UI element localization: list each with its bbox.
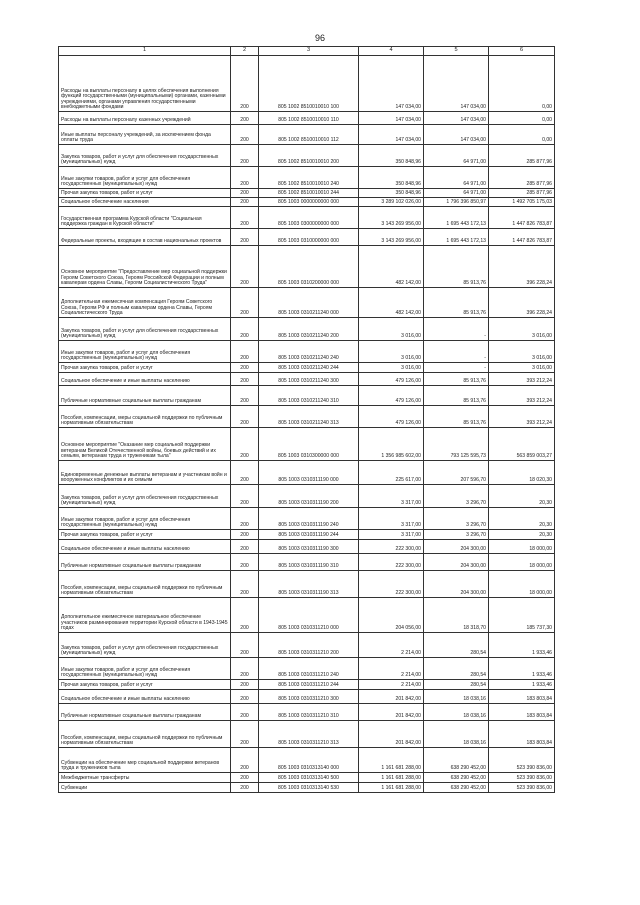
row-value-col6: 393 212,24 bbox=[489, 386, 555, 406]
table-row bbox=[59, 428, 555, 461]
row-classification-code: 805 1003 0310311210 000 bbox=[259, 598, 359, 633]
table-row bbox=[59, 363, 555, 373]
row-code: 200 bbox=[231, 783, 259, 793]
row-classification-code: 805 1002 8510010010 244 bbox=[259, 189, 359, 198]
row-value-col6: 1 492 705 175,03 bbox=[489, 198, 555, 207]
row-code: 200 bbox=[231, 748, 259, 773]
table-row bbox=[59, 167, 555, 189]
row-value-col4: 1 356 985 602,00 bbox=[359, 428, 424, 461]
row-name: Пособия, компенсации, меры социальной поддержки по публичным нормативным обязательствам bbox=[59, 721, 231, 748]
row-code: 200 bbox=[231, 658, 259, 680]
row-value-col4: 479 126,00 bbox=[359, 373, 424, 386]
row-value-col5: 85 913,76 bbox=[424, 406, 489, 428]
row-value-col4: 2 214,00 bbox=[359, 658, 424, 680]
row-name: Закупка товаров, работ и услуг для обеспечения государственных (муниципальных) нужд bbox=[59, 633, 231, 658]
row-code: 200 bbox=[231, 207, 259, 229]
row-value-col6: 563 859 003,27 bbox=[489, 428, 555, 461]
row-value-col5: 1 695 443 172,13 bbox=[424, 207, 489, 229]
table-body bbox=[59, 56, 555, 793]
row-code: 200 bbox=[231, 198, 259, 207]
row-classification-code: 805 1003 0310311210 300 bbox=[259, 690, 359, 704]
row-code: 200 bbox=[231, 386, 259, 406]
row-name: Иные закупки товаров, работ и услуг для обеспечения государственных (муниципальных) нужд bbox=[59, 341, 231, 363]
row-value-col5: 18 038,16 bbox=[424, 704, 489, 721]
table-row bbox=[59, 748, 555, 773]
row-value-col5: 64 971,00 bbox=[424, 167, 489, 189]
table-row bbox=[59, 554, 555, 571]
row-code: 200 bbox=[231, 680, 259, 690]
row-value-col5: 18 038,16 bbox=[424, 690, 489, 704]
row-value-col5: 280,54 bbox=[424, 680, 489, 690]
row-classification-code: 805 1003 0310311210 200 bbox=[259, 633, 359, 658]
row-value-col6: 285 877,96 bbox=[489, 167, 555, 189]
row-value-col6: 1 447 826 783,87 bbox=[489, 207, 555, 229]
row-value-col4: 350 848,96 bbox=[359, 145, 424, 167]
row-value-col5: 147 034,00 bbox=[424, 125, 489, 145]
row-value-col4: 1 161 681 288,00 bbox=[359, 748, 424, 773]
row-name: Единовременные денежные выплаты ветеранам и участникам войн и вооруженных конфликтов и их семьям bbox=[59, 461, 231, 485]
row-value-col4: 350 848,96 bbox=[359, 167, 424, 189]
row-value-col5: 204 300,00 bbox=[424, 554, 489, 571]
row-value-col4: 201 842,00 bbox=[359, 721, 424, 748]
table-row bbox=[59, 461, 555, 485]
row-code: 200 bbox=[231, 598, 259, 633]
row-classification-code: 805 1003 0310313140 000 bbox=[259, 748, 359, 773]
row-code: 200 bbox=[231, 508, 259, 530]
table-row bbox=[59, 288, 555, 318]
row-value-col6: 523 390 836,00 bbox=[489, 783, 555, 793]
row-value-col4: 147 034,00 bbox=[359, 112, 424, 125]
row-code: 200 bbox=[231, 318, 259, 341]
row-classification-code: 805 1003 0310311210 244 bbox=[259, 680, 359, 690]
column-header-6: 6 bbox=[489, 47, 555, 56]
row-name: Социальное обеспечение и иные выплаты населению bbox=[59, 540, 231, 554]
row-classification-code: 805 1003 0310311190 313 bbox=[259, 571, 359, 598]
row-value-col5: - bbox=[424, 318, 489, 341]
row-name: Субвенции на обеспечение мер социальной поддержки ветеранов труда и тружеников тыла bbox=[59, 748, 231, 773]
row-value-col6: 20,30 bbox=[489, 530, 555, 540]
row-name: Иные закупки товаров, работ и услуг для обеспечения государственных (муниципальных) нужд bbox=[59, 167, 231, 189]
row-value-col5: 280,54 bbox=[424, 658, 489, 680]
table-row bbox=[59, 658, 555, 680]
row-name: Иные закупки товаров, работ и услуг для обеспечения государственных (муниципальных) нужд bbox=[59, 658, 231, 680]
row-name: Прочая закупка товаров, работ и услуг bbox=[59, 530, 231, 540]
row-classification-code: 805 1003 0310300000 000 bbox=[259, 428, 359, 461]
row-name: Основное мероприятие "Предоставление мер социальной поддержки Героям Советского Союза, Героям Российской Федерации и полным кавалерам ордена Славы, Героям Социалистического Труда" bbox=[59, 246, 231, 288]
row-value-col5: 85 913,76 bbox=[424, 373, 489, 386]
table-row bbox=[59, 207, 555, 229]
row-value-col5: 1 695 443 172,13 bbox=[424, 229, 489, 246]
table-row bbox=[59, 485, 555, 508]
row-classification-code: 805 1002 8510010010 240 bbox=[259, 167, 359, 189]
row-code: 200 bbox=[231, 773, 259, 783]
column-header-2: 2 bbox=[231, 47, 259, 56]
table-row bbox=[59, 773, 555, 783]
row-value-col5: 85 913,76 bbox=[424, 288, 489, 318]
row-code: 200 bbox=[231, 189, 259, 198]
row-value-col6: 183 803,84 bbox=[489, 721, 555, 748]
table-row bbox=[59, 189, 555, 198]
row-value-col5: 204 300,00 bbox=[424, 540, 489, 554]
table-row bbox=[59, 198, 555, 207]
table-row bbox=[59, 229, 555, 246]
row-value-col5: 280,54 bbox=[424, 633, 489, 658]
row-name: Расходы на выплаты персоналу казенных учреждений bbox=[59, 112, 231, 125]
row-value-col4: 1 161 681 288,00 bbox=[359, 773, 424, 783]
row-code: 200 bbox=[231, 112, 259, 125]
row-value-col5: 3 296,70 bbox=[424, 508, 489, 530]
row-value-col5: - bbox=[424, 363, 489, 373]
row-classification-code: 805 1003 0310311210 310 bbox=[259, 704, 359, 721]
row-classification-code: 805 1003 0310311190 300 bbox=[259, 540, 359, 554]
row-name: Публичные нормативные социальные выплаты гражданам bbox=[59, 386, 231, 406]
row-value-col4: 3 016,00 bbox=[359, 318, 424, 341]
row-name: Прочая закупка товаров, работ и услуг bbox=[59, 363, 231, 373]
row-name: Расходы на выплаты персоналу в целях обеспечения выполнения функций государственными (муниципальными) органами, казенными учреждениями, органами управления государственными внебюджетными фондами bbox=[59, 56, 231, 112]
row-classification-code: 805 1003 0310211240 240 bbox=[259, 341, 359, 363]
row-value-col6: 183 803,84 bbox=[489, 690, 555, 704]
row-value-col4: 3 317,00 bbox=[359, 508, 424, 530]
row-classification-code: 805 1003 0310311190 310 bbox=[259, 554, 359, 571]
row-value-col5: 1 796 396 850,97 bbox=[424, 198, 489, 207]
row-value-col4: 3 289 102 026,00 bbox=[359, 198, 424, 207]
row-value-col4: 350 848,96 bbox=[359, 189, 424, 198]
row-code: 200 bbox=[231, 633, 259, 658]
row-value-col4: 3 143 269 956,00 bbox=[359, 207, 424, 229]
column-header-4: 4 bbox=[359, 47, 424, 56]
row-code: 200 bbox=[231, 167, 259, 189]
row-value-col6: 3 016,00 bbox=[489, 318, 555, 341]
row-value-col4: 3 317,00 bbox=[359, 530, 424, 540]
row-value-col4: 3 016,00 bbox=[359, 341, 424, 363]
table-row bbox=[59, 246, 555, 288]
row-code: 200 bbox=[231, 554, 259, 571]
row-classification-code: 805 1003 0310211240 310 bbox=[259, 386, 359, 406]
row-value-col4: 479 126,00 bbox=[359, 406, 424, 428]
row-name: Государственная программа Курской области "Социальная поддержка граждан в Курской области" bbox=[59, 207, 231, 229]
row-code: 200 bbox=[231, 530, 259, 540]
row-classification-code: 805 1003 0310211240 000 bbox=[259, 288, 359, 318]
row-value-col5: 18 038,16 bbox=[424, 721, 489, 748]
row-code: 200 bbox=[231, 428, 259, 461]
row-name: Закупка товаров, работ и услуг для обеспечения государственных (муниципальных) нужд bbox=[59, 318, 231, 341]
row-classification-code: 805 1003 0000000000 000 bbox=[259, 198, 359, 207]
header-row bbox=[59, 47, 555, 56]
row-classification-code: 805 1002 8510010010 100 bbox=[259, 56, 359, 112]
row-name: Прочая закупка товаров, работ и услуг bbox=[59, 680, 231, 690]
row-value-col6: 393 212,24 bbox=[489, 373, 555, 386]
row-code: 200 bbox=[231, 229, 259, 246]
row-value-col5: 638 290 452,00 bbox=[424, 773, 489, 783]
row-classification-code: 805 1003 0310313140 500 bbox=[259, 773, 359, 783]
column-header-1: 1 bbox=[59, 47, 231, 56]
row-code: 200 bbox=[231, 56, 259, 112]
row-value-col6: 18 000,00 bbox=[489, 571, 555, 598]
row-value-col6: 523 390 836,00 bbox=[489, 773, 555, 783]
row-value-col4: 222 300,00 bbox=[359, 571, 424, 598]
row-value-col5: 64 971,00 bbox=[424, 145, 489, 167]
row-name: Социальное обеспечение и иные выплаты населению bbox=[59, 690, 231, 704]
table-row bbox=[59, 56, 555, 112]
table-row bbox=[59, 690, 555, 704]
row-value-col6: 396 228,24 bbox=[489, 288, 555, 318]
row-value-col6: 183 803,84 bbox=[489, 704, 555, 721]
row-classification-code: 805 1003 0310311190 240 bbox=[259, 508, 359, 530]
row-code: 200 bbox=[231, 341, 259, 363]
row-value-col6: 18 020,30 bbox=[489, 461, 555, 485]
table-row bbox=[59, 112, 555, 125]
row-value-col6: 20,30 bbox=[489, 485, 555, 508]
row-code: 200 bbox=[231, 145, 259, 167]
row-value-col6: 393 212,24 bbox=[489, 406, 555, 428]
row-classification-code: 805 1002 8510010010 200 bbox=[259, 145, 359, 167]
row-value-col6: 1 933,46 bbox=[489, 633, 555, 658]
row-classification-code: 805 1003 0310311190 200 bbox=[259, 485, 359, 508]
row-value-col4: 201 842,00 bbox=[359, 690, 424, 704]
row-value-col5: 204 300,00 bbox=[424, 571, 489, 598]
row-value-col6: 1 447 826 783,87 bbox=[489, 229, 555, 246]
row-value-col4: 147 034,00 bbox=[359, 125, 424, 145]
row-classification-code: 805 1002 8510010010 110 bbox=[259, 112, 359, 125]
row-value-col4: 3 143 269 956,00 bbox=[359, 229, 424, 246]
row-value-col6: 185 737,30 bbox=[489, 598, 555, 633]
row-code: 200 bbox=[231, 540, 259, 554]
row-value-col5: 18 318,70 bbox=[424, 598, 489, 633]
row-value-col6: 3 016,00 bbox=[489, 363, 555, 373]
row-code: 200 bbox=[231, 288, 259, 318]
table-row bbox=[59, 721, 555, 748]
row-code: 200 bbox=[231, 125, 259, 145]
row-classification-code: 805 1003 0310313140 530 bbox=[259, 783, 359, 793]
row-name: Публичные нормативные социальные выплаты гражданам bbox=[59, 554, 231, 571]
row-classification-code: 805 1003 0310200000 000 bbox=[259, 246, 359, 288]
row-name: Федеральные проекты, входящие в состав национальных проектов bbox=[59, 229, 231, 246]
table-row bbox=[59, 145, 555, 167]
page-number: 96 bbox=[314, 33, 325, 43]
row-classification-code: 805 1003 0310311190 000 bbox=[259, 461, 359, 485]
row-classification-code: 805 1003 0310311210 313 bbox=[259, 721, 359, 748]
row-classification-code: 805 1003 0310311190 244 bbox=[259, 530, 359, 540]
table-row bbox=[59, 540, 555, 554]
row-value-col5: 207 596,70 bbox=[424, 461, 489, 485]
row-classification-code: 805 1002 8510010010 112 bbox=[259, 125, 359, 145]
row-value-col4: 3 317,00 bbox=[359, 485, 424, 508]
table-row bbox=[59, 680, 555, 690]
row-code: 200 bbox=[231, 721, 259, 748]
row-value-col5: 3 296,70 bbox=[424, 530, 489, 540]
row-code: 200 bbox=[231, 406, 259, 428]
row-code: 200 bbox=[231, 485, 259, 508]
row-value-col6: 0,00 bbox=[489, 112, 555, 125]
row-value-col4: 2 214,00 bbox=[359, 633, 424, 658]
table-row bbox=[59, 373, 555, 386]
row-name: Основное мероприятие "Оказание мер социальной поддержки ветеранам Великой Отечественной войны, боевых действий и их семьям, ветеранам труда и труженикам тыла" bbox=[59, 428, 231, 461]
row-code: 200 bbox=[231, 461, 259, 485]
row-value-col4: 482 142,00 bbox=[359, 288, 424, 318]
row-value-col6: 285 877,96 bbox=[489, 189, 555, 198]
row-code: 200 bbox=[231, 246, 259, 288]
column-header-3: 3 bbox=[259, 47, 359, 56]
row-code: 200 bbox=[231, 363, 259, 373]
row-value-col4: 1 161 681 288,00 bbox=[359, 783, 424, 793]
row-value-col5: 147 034,00 bbox=[424, 56, 489, 112]
row-value-col4: 225 617,00 bbox=[359, 461, 424, 485]
row-classification-code: 805 1003 0300000000 000 bbox=[259, 207, 359, 229]
table-row bbox=[59, 783, 555, 793]
row-value-col4: 482 142,00 bbox=[359, 246, 424, 288]
row-name: Прочая закупка товаров, работ и услуг bbox=[59, 189, 231, 198]
row-name: Пособия, компенсации, меры социальной поддержки по публичным нормативным обязательствам bbox=[59, 406, 231, 428]
row-classification-code: 805 1003 0310211240 244 bbox=[259, 363, 359, 373]
row-value-col4: 201 842,00 bbox=[359, 704, 424, 721]
row-value-col4: 2 214,00 bbox=[359, 680, 424, 690]
row-value-col6: 18 000,00 bbox=[489, 540, 555, 554]
row-name: Иные выплаты персоналу учреждений, за исключением фонда оплаты труда bbox=[59, 125, 231, 145]
row-value-col5: 638 290 452,00 bbox=[424, 783, 489, 793]
row-code: 200 bbox=[231, 571, 259, 598]
table-row bbox=[59, 530, 555, 540]
row-code: 200 bbox=[231, 704, 259, 721]
row-name: Иные закупки товаров, работ и услуг для обеспечения государственных (муниципальных) нужд bbox=[59, 508, 231, 530]
table-row bbox=[59, 704, 555, 721]
row-name: Пособия, компенсации, меры социальной поддержки по публичным нормативным обязательствам bbox=[59, 571, 231, 598]
row-name: Публичные нормативные социальные выплаты гражданам bbox=[59, 704, 231, 721]
row-classification-code: 805 1003 0310000000 000 bbox=[259, 229, 359, 246]
row-value-col4: 222 300,00 bbox=[359, 554, 424, 571]
row-value-col6: 0,00 bbox=[489, 125, 555, 145]
row-value-col5: 793 125 595,73 bbox=[424, 428, 489, 461]
row-name: Субвенции bbox=[59, 783, 231, 793]
row-value-col5: 64 971,00 bbox=[424, 189, 489, 198]
row-value-col6: 3 016,00 bbox=[489, 341, 555, 363]
row-value-col6: 523 390 836,00 bbox=[489, 748, 555, 773]
table-row bbox=[59, 386, 555, 406]
table-row bbox=[59, 318, 555, 341]
row-value-col4: 147 034,00 bbox=[359, 56, 424, 112]
row-value-col4: 479 126,00 bbox=[359, 386, 424, 406]
table-row bbox=[59, 125, 555, 145]
row-value-col5: 147 034,00 bbox=[424, 112, 489, 125]
table-row bbox=[59, 598, 555, 633]
row-value-col6: 20,30 bbox=[489, 508, 555, 530]
row-name: Закупка товаров, работ и услуг для обеспечения государственных (муниципальных) нужд bbox=[59, 485, 231, 508]
column-header-5: 5 bbox=[424, 47, 489, 56]
row-name: Закупка товаров, работ и услуг для обеспечения государственных (муниципальных) нужд bbox=[59, 145, 231, 167]
row-value-col6: 18 000,00 bbox=[489, 554, 555, 571]
row-value-col6: 1 933,46 bbox=[489, 680, 555, 690]
row-value-col6: 396 228,24 bbox=[489, 246, 555, 288]
row-value-col4: 222 300,00 bbox=[359, 540, 424, 554]
row-name: Дополнительная ежемесячная компенсация Героям Советского Союза, Героям РФ и полным кавалерам ордена Славы, Героям Социалистического Труда bbox=[59, 288, 231, 318]
budget-table bbox=[58, 46, 555, 793]
row-value-col5: 85 913,76 bbox=[424, 386, 489, 406]
row-value-col6: 285 877,96 bbox=[489, 145, 555, 167]
row-value-col5: - bbox=[424, 341, 489, 363]
row-name: Межбюджетные трансферты bbox=[59, 773, 231, 783]
row-name: Социальное обеспечение и иные выплаты населению bbox=[59, 373, 231, 386]
row-name: Социальное обеспечение населения bbox=[59, 198, 231, 207]
table-row bbox=[59, 633, 555, 658]
row-value-col5: 85 913,76 bbox=[424, 246, 489, 288]
row-value-col6: 0,00 bbox=[489, 56, 555, 112]
row-value-col4: 204 056,00 bbox=[359, 598, 424, 633]
row-value-col5: 3 296,70 bbox=[424, 485, 489, 508]
row-code: 200 bbox=[231, 373, 259, 386]
row-name: Дополнительное ежемесячное материальное обеспечение участников разминирования территории Курской области в 1943-1945 годах bbox=[59, 598, 231, 633]
row-value-col5: 638 290 452,00 bbox=[424, 748, 489, 773]
table-row bbox=[59, 571, 555, 598]
row-code: 200 bbox=[231, 690, 259, 704]
row-classification-code: 805 1003 0310211240 300 bbox=[259, 373, 359, 386]
row-value-col6: 1 933,46 bbox=[489, 658, 555, 680]
row-classification-code: 805 1003 0310211240 313 bbox=[259, 406, 359, 428]
row-classification-code: 805 1003 0310211240 200 bbox=[259, 318, 359, 341]
table-row bbox=[59, 341, 555, 363]
row-value-col4: 3 016,00 bbox=[359, 363, 424, 373]
table-row bbox=[59, 508, 555, 530]
table-row bbox=[59, 406, 555, 428]
row-classification-code: 805 1003 0310311210 240 bbox=[259, 658, 359, 680]
